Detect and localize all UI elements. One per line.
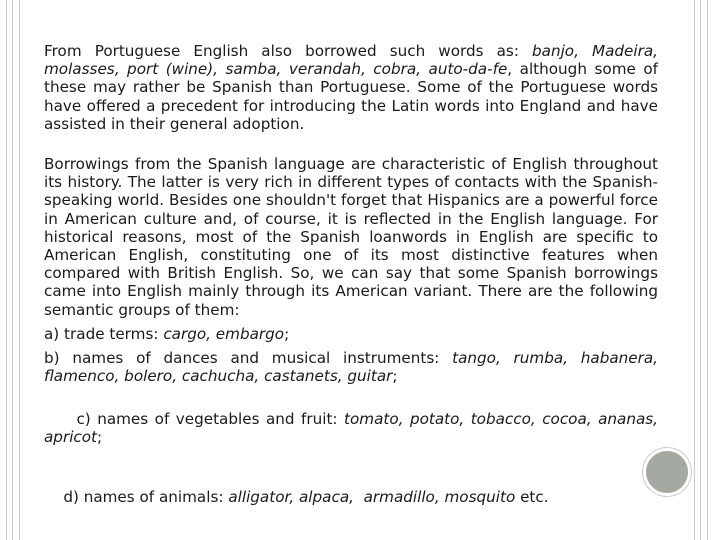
- group-label: d) names of animals:: [63, 488, 229, 507]
- right-border-line-3: [707, 0, 708, 540]
- group-label: a) trade terms:: [44, 324, 164, 343]
- left-border-line-2: [12, 0, 13, 540]
- slide-body: [44, 42, 663, 525]
- group-tail: ;: [392, 367, 398, 386]
- group-tail: etc.: [515, 488, 549, 507]
- portuguese-word-list: banjo, Madeira, molasses, port (wine), samba, verandah, cobra, auto-da-fe: [44, 42, 658, 79]
- group-label: c) names of vegetables and fruit:: [69, 409, 345, 428]
- left-border-line-3: [19, 0, 20, 540]
- semantic-group-trade: [44, 325, 658, 343]
- paragraph-portuguese: [44, 42, 658, 133]
- group-examples: tomato, potato, tobacco, cocoa, ananas, apricot: [44, 409, 663, 446]
- paragraph-spanish: Borrowings from the Spanish language are characteristic of English throughout its history. The latter is very rich in different types of contacts with the Spanish-speaking world. Besides one shouldn't forget that Hispanics are a powerful force in American culture and, of course, it is reflected in the English language. For historical reasons, most of the Spanish loanwords in English are specific to American English, constituting one of its most distinctive features when compared with British English. So, we can say that some Spanish borrowings came into English mainly through its American variant. There are the following semantic groups of them:: [44, 155, 658, 319]
- paragraph-rest: , although some of these may rather be Spanish than Portuguese. Some of the Portuguese words have offered a precedent for introducing the Latin words into England and have assisted in their general adoption.: [44, 60, 658, 133]
- left-border-line-1: [6, 0, 7, 540]
- group-tail: ;: [284, 324, 290, 343]
- semantic-group-animals: [44, 470, 658, 525]
- group-tail: ;: [97, 427, 103, 446]
- group-examples: cargo, embargo: [163, 324, 285, 343]
- right-border-line-2: [700, 0, 701, 540]
- group-examples: tango, rumba, habanera, flamenco, bolero, cachucha, castanets, guitar: [44, 349, 658, 386]
- group-examples: alligator, alpaca, armadillo, mosquito: [228, 488, 516, 507]
- right-border-line-1: [694, 0, 695, 540]
- group-label: b) names of dances and musical instruments:: [44, 349, 453, 368]
- semantic-group-dances: [44, 349, 658, 385]
- semantic-group-vegetables: [44, 391, 663, 464]
- paragraph-lead: From Portuguese English also borrowed such words as:: [44, 42, 533, 60]
